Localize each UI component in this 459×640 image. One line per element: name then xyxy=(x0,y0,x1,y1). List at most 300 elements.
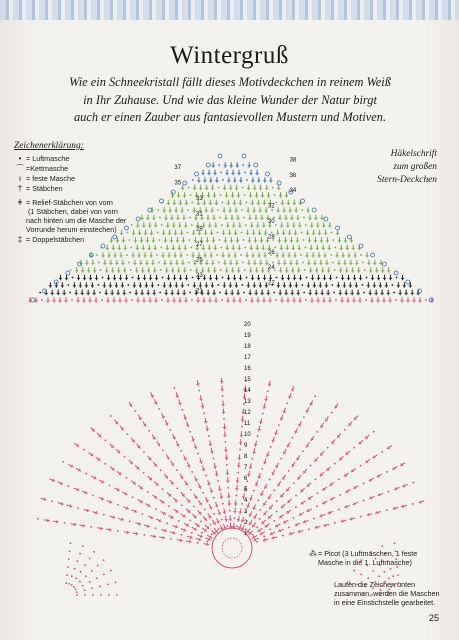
stitch-mark xyxy=(247,474,250,475)
stitch-mark xyxy=(186,425,189,426)
chain-mark xyxy=(103,573,105,575)
chain-mark xyxy=(98,262,100,264)
chain-mark xyxy=(392,575,394,577)
picot-mark xyxy=(218,154,222,158)
chain-mark xyxy=(330,254,332,256)
stitch-mark xyxy=(289,393,291,399)
stitch-mark xyxy=(259,426,260,432)
stitch-mark xyxy=(199,538,200,541)
chain-mark xyxy=(189,217,191,219)
chain-mark xyxy=(62,461,64,463)
row-number-label: 10 xyxy=(244,432,251,438)
chain-mark xyxy=(192,277,194,279)
stitch-mark xyxy=(250,495,252,501)
intro-paragraph xyxy=(30,74,430,127)
stitch-mark xyxy=(192,439,195,440)
chain-mark xyxy=(89,581,91,583)
chain-mark xyxy=(147,491,149,493)
stitch-mark xyxy=(403,505,404,508)
chain-mark xyxy=(92,594,94,596)
chain-mark xyxy=(96,577,98,579)
stitch-mark xyxy=(290,532,291,535)
chain-mark xyxy=(246,277,248,279)
chain-mark xyxy=(396,277,398,279)
stitch-mark xyxy=(283,411,286,412)
chain-mark xyxy=(41,299,43,301)
chain-mark xyxy=(221,519,223,521)
chain-mark xyxy=(129,292,131,294)
stitch-mark xyxy=(272,473,275,474)
chain-mark xyxy=(82,585,84,587)
stitch-mark xyxy=(60,482,61,485)
chain-mark xyxy=(97,284,99,286)
stitch-mark xyxy=(200,535,201,538)
chain-mark xyxy=(303,416,305,418)
chain-mark xyxy=(274,194,276,196)
row-number-label: 33 xyxy=(196,195,203,202)
chain-mark xyxy=(306,277,308,279)
stitch-mark xyxy=(110,501,111,504)
stitch-mark xyxy=(349,518,355,520)
picot-icon: ⁂ xyxy=(309,549,317,558)
stitch-mark xyxy=(370,496,371,499)
chain-mark xyxy=(190,247,192,249)
stitch-mark xyxy=(253,507,256,508)
stitch-mark xyxy=(113,516,114,519)
chain-mark xyxy=(208,435,210,437)
stitch-mark xyxy=(144,525,150,527)
stitch-mark xyxy=(201,406,204,407)
chain-mark xyxy=(77,507,79,509)
chain-mark xyxy=(353,570,355,572)
stitch-mark xyxy=(218,509,220,515)
row-number-label: 31 xyxy=(196,211,203,218)
stitch-mark xyxy=(273,536,274,539)
chain-mark xyxy=(223,418,225,420)
chain-mark xyxy=(305,299,307,301)
stitch-mark xyxy=(205,418,206,424)
stitch-mark xyxy=(225,516,226,522)
chain-mark xyxy=(68,558,70,560)
chain-mark xyxy=(68,485,70,487)
stitch-mark xyxy=(47,519,48,522)
chain-mark xyxy=(192,179,194,181)
row-number-label: 9 xyxy=(244,443,248,449)
chain-mark xyxy=(103,559,105,561)
stitch-mark xyxy=(186,541,192,542)
caption-line: Stern-Deckchen xyxy=(377,175,437,185)
stitch-mark xyxy=(325,524,326,527)
chain-mark xyxy=(117,504,119,506)
row-number-label: 13 xyxy=(244,399,251,405)
chain-mark xyxy=(397,574,399,576)
legend-text-extra: Vorrunde herum einstechen) xyxy=(26,225,117,234)
chain-mark xyxy=(244,247,246,249)
chain-mark xyxy=(256,526,258,528)
picot-mark xyxy=(148,208,152,212)
stitch-mark xyxy=(210,452,213,453)
picot-mark xyxy=(242,154,246,158)
stitch-mark xyxy=(206,500,209,501)
stitch-mark xyxy=(224,508,225,514)
chain-mark xyxy=(162,488,164,490)
stitch-mark xyxy=(263,462,266,463)
chain-mark xyxy=(76,594,78,596)
stitch-mark xyxy=(344,505,350,507)
chain-mark xyxy=(91,570,93,572)
chain-mark xyxy=(364,269,366,271)
stitch-mark xyxy=(367,514,373,516)
chain-mark xyxy=(91,587,93,589)
chain-mark xyxy=(308,528,310,530)
stitch-mark xyxy=(61,502,62,505)
stitch-mark xyxy=(219,486,220,492)
stitch-mark xyxy=(304,520,305,523)
chain-mark xyxy=(105,440,107,442)
chain-mark xyxy=(273,489,275,491)
stitch-mark xyxy=(150,536,156,537)
stitch-mark xyxy=(216,502,218,508)
front-post-stitch-icon: ǂ xyxy=(17,198,23,207)
stitch-mark xyxy=(306,410,309,411)
chain-mark xyxy=(316,505,318,507)
chain-mark xyxy=(395,299,397,301)
stitch-mark xyxy=(200,458,202,464)
chain-mark xyxy=(191,299,193,301)
stitch-mark xyxy=(87,509,88,512)
chain-mark xyxy=(252,458,254,460)
chain-mark xyxy=(143,472,145,474)
stitch-mark xyxy=(263,407,266,408)
chain-mark xyxy=(273,292,275,294)
chain-mark xyxy=(130,269,132,271)
legend-text: = Doppelstäbchen xyxy=(26,235,85,244)
chain-mark xyxy=(216,254,218,256)
stitch-mark xyxy=(202,465,204,471)
stitch-mark xyxy=(250,463,251,469)
chain-mark xyxy=(286,402,288,404)
chain-mark xyxy=(300,254,302,256)
stitch-mark xyxy=(249,511,252,516)
stitch-mark xyxy=(220,528,223,529)
stitch-mark xyxy=(319,514,325,516)
stitch-mark xyxy=(280,418,283,419)
stitch-mark xyxy=(254,538,255,541)
chain-mark xyxy=(244,172,246,174)
chain-mark xyxy=(189,239,191,241)
stitch-mark xyxy=(310,403,313,404)
stitch-mark xyxy=(74,523,75,526)
chain-mark xyxy=(276,510,278,512)
chain-mark xyxy=(201,532,203,534)
picot-mark xyxy=(66,271,70,275)
chain-mark xyxy=(71,299,73,301)
chain-mark xyxy=(295,495,297,497)
chain-mark xyxy=(412,503,414,505)
bottom-note-line: in eine Einstichstelle gearbeitet. xyxy=(334,598,436,607)
chain-mark xyxy=(72,277,74,279)
chain-mark xyxy=(39,292,41,294)
stitch-mark xyxy=(52,479,53,482)
stitch-mark xyxy=(110,516,116,518)
picot-mark xyxy=(206,163,210,167)
stitch-mark xyxy=(242,525,245,530)
stitch-mark xyxy=(208,480,210,486)
chain-mark xyxy=(131,299,133,301)
row-number-label: 7 xyxy=(244,465,248,471)
chain-mark xyxy=(338,479,340,481)
chain-mark xyxy=(79,581,81,583)
picot-mark xyxy=(195,172,199,176)
chain-mark xyxy=(222,395,224,397)
row-number-label: 23 xyxy=(196,272,203,279)
legend-text-main: = Relief-Stäbchen von vorn xyxy=(26,198,113,207)
chain-mark xyxy=(344,429,346,431)
stitch-mark xyxy=(118,518,124,520)
chain-mark xyxy=(293,482,295,484)
stitch-mark xyxy=(190,536,191,539)
chain-mark xyxy=(110,570,112,572)
stitch-mark xyxy=(220,497,223,498)
chain-mark xyxy=(241,209,243,211)
chain-mark xyxy=(301,284,303,286)
picot-mark xyxy=(347,235,351,239)
chain-mark xyxy=(219,217,221,219)
stitch-mark xyxy=(84,509,90,511)
chain-mark xyxy=(74,568,76,570)
intro-line: Wie ein Schneekristall fällt dieses Motivdeckchen in reinem Weiß xyxy=(69,75,391,89)
chain-mark xyxy=(115,582,117,584)
row-number-label: 4 xyxy=(244,498,248,504)
stitch-mark xyxy=(218,489,221,490)
stitch-mark xyxy=(249,467,252,468)
chain-mark xyxy=(204,508,206,510)
chain-mark xyxy=(127,232,129,234)
chain-mark xyxy=(244,194,246,196)
chain-mark xyxy=(157,284,159,286)
stitch-mark xyxy=(102,497,103,500)
chain-mark xyxy=(157,209,159,211)
chain-mark xyxy=(159,217,161,219)
picot-mark xyxy=(183,181,187,185)
chain-mark xyxy=(383,571,385,573)
row-number-label: 18 xyxy=(244,344,251,350)
chain-mark xyxy=(65,582,67,584)
stitch-mark xyxy=(176,444,179,445)
chain-mark xyxy=(304,247,306,249)
chain-mark xyxy=(278,424,280,426)
stitch-mark xyxy=(217,521,220,522)
chain-mark xyxy=(190,269,192,271)
stitch-mark xyxy=(192,436,194,442)
stitch-mark xyxy=(195,476,197,481)
stitch-mark xyxy=(189,540,190,543)
chain-mark xyxy=(236,525,238,527)
chain-mark xyxy=(288,470,290,472)
picot-mark xyxy=(382,262,386,266)
stitch-mark xyxy=(272,440,275,441)
chain-mark xyxy=(314,395,316,397)
chain-mark xyxy=(317,492,319,494)
chain-mark xyxy=(213,497,215,499)
chain-mark xyxy=(365,299,367,301)
stitch-mark xyxy=(178,403,181,404)
stitch-mark xyxy=(368,513,369,516)
chain-mark xyxy=(226,464,228,466)
row-number-label: 14 xyxy=(244,388,251,394)
picot-mark xyxy=(301,199,305,203)
chain-mark xyxy=(162,449,164,451)
chain-mark xyxy=(156,254,158,256)
chain-mark xyxy=(305,224,307,226)
chain-mark xyxy=(412,482,414,484)
stitch-mark xyxy=(264,539,265,542)
stitch-mark xyxy=(395,487,396,490)
chain-mark xyxy=(257,499,259,501)
chain-mark xyxy=(189,431,191,433)
picot-mark xyxy=(136,217,140,221)
chain-mark xyxy=(108,594,110,596)
chain-mark xyxy=(181,504,183,506)
stitch-mark xyxy=(101,527,102,530)
stitch-mark xyxy=(79,525,85,526)
chain-mark xyxy=(390,568,392,570)
chain-mark xyxy=(245,299,247,301)
chain-mark xyxy=(143,451,145,453)
row-number-label: 17 xyxy=(244,355,251,361)
stitch-mark xyxy=(321,514,322,517)
stitch-mark xyxy=(214,463,215,469)
stitch-mark xyxy=(295,428,298,433)
chain-mark xyxy=(131,224,133,226)
stitch-mark xyxy=(180,539,181,542)
stitch-mark xyxy=(341,520,347,522)
chain-mark xyxy=(241,232,243,234)
chain-mark xyxy=(107,583,109,585)
chain-mark xyxy=(82,545,84,547)
stitch-mark xyxy=(133,533,139,534)
stitch-mark xyxy=(346,505,347,508)
stitch-mark xyxy=(173,434,175,439)
stitch-mark xyxy=(266,396,267,402)
chain-mark xyxy=(334,247,336,249)
chain-mark xyxy=(242,262,244,264)
chain-mark xyxy=(315,479,317,481)
chain-mark xyxy=(180,450,182,452)
chain-mark xyxy=(425,299,427,301)
stitch-mark xyxy=(181,528,186,530)
stitch-mark xyxy=(393,507,399,509)
stitch-mark xyxy=(156,519,161,521)
chain-mark xyxy=(271,232,273,234)
chain-mark xyxy=(213,458,215,460)
stitch-mark xyxy=(159,537,165,538)
caption-line: zum großen xyxy=(393,162,437,172)
row-number-label: 34 xyxy=(289,188,297,195)
stitch-mark xyxy=(254,444,257,445)
stitch-mark xyxy=(278,529,284,531)
stitch-mark xyxy=(198,483,200,488)
picot-note-line: Masche in die 1. Luftmasche) xyxy=(318,558,412,567)
stitch-mark xyxy=(176,525,177,528)
chain-mark xyxy=(360,516,362,518)
chain-mark xyxy=(245,202,247,204)
stitch-mark xyxy=(272,437,274,443)
picot-mark xyxy=(336,226,340,230)
double-crochet-icon: † xyxy=(17,184,23,193)
chain-mark xyxy=(71,575,73,577)
chain-mark xyxy=(253,490,255,492)
row-number-label: 35 xyxy=(174,180,182,187)
chain-mark xyxy=(89,558,91,560)
stitch-mark xyxy=(292,386,294,392)
stitch-mark xyxy=(275,430,277,436)
stitch-mark xyxy=(196,384,199,385)
stitch-mark xyxy=(279,529,280,532)
stitch-mark xyxy=(255,441,256,447)
chain-mark xyxy=(217,480,219,482)
chain-mark xyxy=(116,594,118,596)
chain-mark xyxy=(211,533,213,535)
stitch-mark xyxy=(164,529,165,532)
stitch-mark xyxy=(123,507,128,509)
stitch-mark xyxy=(44,498,45,501)
picot-mark xyxy=(113,235,117,239)
chain-mark xyxy=(97,565,99,567)
chain-mark xyxy=(174,387,176,389)
chain-mark xyxy=(170,538,172,540)
row-number-label: 12 xyxy=(244,410,251,416)
chain-mark xyxy=(263,535,265,537)
row-number-label: 1 xyxy=(244,531,248,537)
chain-mark xyxy=(176,469,178,471)
chain-mark xyxy=(169,429,171,431)
picot-mark xyxy=(171,190,175,194)
stitch-mark xyxy=(224,524,226,530)
chain-mark xyxy=(124,456,126,458)
chain-mark xyxy=(159,239,161,241)
stitch-mark xyxy=(162,413,164,418)
stitch-mark xyxy=(284,449,287,454)
chain-mark xyxy=(360,573,362,575)
chain-mark xyxy=(259,509,261,511)
centre-ring xyxy=(222,538,242,558)
row-number-label: 32 xyxy=(268,203,275,210)
stitch-mark xyxy=(264,399,267,400)
chain-mark xyxy=(275,224,277,226)
stitch-mark xyxy=(197,380,198,386)
stitch-mark xyxy=(351,517,352,520)
chain-mark xyxy=(310,465,312,467)
legend-text: =Kettmasche xyxy=(26,164,69,173)
stitch-mark xyxy=(176,392,178,398)
stitch-mark xyxy=(274,433,277,434)
chain-mark xyxy=(132,277,134,279)
stitch-mark xyxy=(85,491,86,494)
chain-mark xyxy=(159,292,161,294)
stitch-mark xyxy=(275,466,278,467)
chain-mark xyxy=(37,518,39,520)
treble-crochet-icon: ‡ xyxy=(17,235,23,244)
chain-mark xyxy=(67,566,69,568)
chain-mark xyxy=(202,492,204,494)
chain-mark xyxy=(166,523,168,525)
chain-mark xyxy=(129,239,131,241)
stitch-mark xyxy=(369,496,375,498)
page-title: Wintergruß xyxy=(170,42,289,69)
stitch-mark xyxy=(187,462,189,467)
row-number-label: 27 xyxy=(196,242,203,249)
